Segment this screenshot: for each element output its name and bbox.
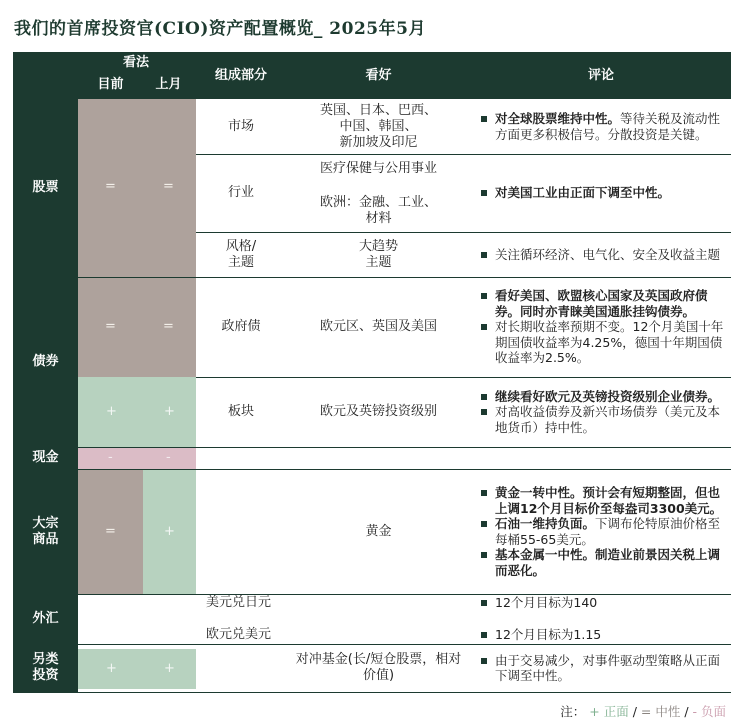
commodity-comment-2-bold: 石油一维持负面。	[495, 516, 596, 531]
credit-comment-2: 对高收益债券及新兴市场债券（美元及本地货币）持中性。	[495, 404, 721, 435]
asset-equity: 股票	[13, 99, 78, 277]
alt-comment	[471, 644, 731, 692]
style-component: 风格/ 主题	[225, 238, 257, 270]
alt-preference: 对冲基金(长/短仓股票，相对价值)	[295, 652, 462, 683]
fx-comment-1	[471, 594, 731, 612]
equity-last-sign: =	[163, 179, 174, 194]
govt-view-block	[78, 277, 196, 377]
style-preference: 大趋势 主题	[358, 238, 398, 270]
allocation-table	[13, 52, 731, 692]
commodity-current-sign: =	[105, 523, 116, 539]
style-comment	[471, 232, 731, 277]
fx-comment-2	[471, 626, 731, 644]
cash-view-block	[78, 447, 196, 469]
fx-pair-2: 欧元兑美元	[206, 627, 272, 642]
commodity-current-block	[78, 469, 143, 594]
header-view: 看法	[78, 54, 194, 72]
legend-sep: /	[680, 704, 693, 719]
page-title: 我们的首席投资官(CIO)资产配置概览_ 2025年5月	[14, 19, 426, 39]
header-preference: 看好	[286, 52, 471, 99]
sector-comment	[471, 154, 731, 232]
legend-negative: - 负面	[692, 704, 726, 719]
commodity-comment	[471, 469, 731, 594]
legend-prefix: 注：	[560, 704, 586, 719]
style-comment-text: 关注循环经济、电气化、安全及收益主题	[495, 246, 721, 262]
alt-current-sign: +	[106, 661, 117, 676]
market-preference: 英国、日本、巴西、 中国、韩国、 新加坡及印尼	[319, 102, 437, 150]
sector-preference-2: 欧洲：金融、工业、 材料	[319, 195, 437, 226]
credit-comment	[471, 377, 731, 447]
credit-last-sign: +	[164, 404, 175, 419]
sector-comment-bold: 对美国工业由正面下调至中性。	[495, 185, 671, 201]
govt-current-sign: =	[105, 319, 116, 334]
govt-last-sign: =	[163, 319, 174, 334]
legend-sep: /	[628, 704, 641, 719]
equity-view-block	[78, 99, 196, 277]
legend-note	[560, 702, 726, 720]
divider	[13, 692, 731, 693]
equity-current-sign: =	[105, 179, 116, 194]
cash-current-sign: -	[108, 450, 113, 465]
sector-component: 行业	[227, 185, 254, 200]
header-last-month: 上月	[143, 76, 194, 94]
govt-comment	[471, 277, 731, 377]
alt-view-block	[78, 649, 196, 689]
header-comment: 评论	[471, 52, 731, 99]
govt-component: 政府债	[221, 319, 261, 334]
fx-pair-1: 美元兑日元	[206, 595, 272, 610]
credit-current-sign: +	[106, 404, 117, 419]
commodity-last-sign: +	[164, 523, 175, 539]
market-component: 市场	[227, 118, 254, 134]
alt-last-sign: +	[164, 661, 175, 676]
commodity-comment-3: 基本金属一中性。制造业前景因关税上调而恶化。	[495, 547, 721, 578]
market-comment	[471, 99, 731, 154]
fx-comment-2-text: 12个月目标为1.15	[495, 627, 602, 643]
fx-comment-1-text: 12个月目标为140	[495, 595, 598, 611]
market-comment-rest: 等待关税及流动性方面更多积极信号。分散投资是关键。	[495, 111, 721, 142]
divider	[78, 447, 731, 448]
commodity-preference: 黄金	[365, 523, 392, 539]
market-comment-bold: 对全球股票维持中性。	[495, 111, 621, 126]
asset-alt: 另类 投资	[13, 644, 78, 692]
govt-preference: 欧元区、英国及美国	[319, 319, 437, 334]
commodity-last-block	[143, 469, 196, 594]
cash-last-sign: -	[166, 450, 171, 465]
commodity-comment-2-rest: 下调布伦特原油价格至每桶55-65美元。	[495, 516, 721, 547]
govt-comment-1: 看好美国、欧盟核心国家及英国政府债券。同时亦青睐美国通胀挂钩债券。	[495, 288, 708, 319]
credit-comment-1: 继续看好欧元及英镑投资级别企业债券。	[495, 388, 721, 404]
asset-fx: 外汇	[13, 594, 78, 644]
sector-preference-1: 医疗保健与公用事业	[319, 161, 437, 176]
asset-commodity: 大宗 商品	[13, 469, 78, 594]
asset-bond: 债券	[13, 277, 78, 447]
credit-view-block	[78, 377, 196, 447]
commodity-comment-1: 黄金一转中性。预计会有短期整固，但也上调12个月目标价至每盎司3300美元。	[495, 485, 723, 516]
header-component: 组成部分	[196, 52, 286, 99]
credit-preference: 欧元及英镑投资级别	[319, 404, 437, 419]
asset-cash: 现金	[13, 447, 78, 469]
header-current: 目前	[78, 76, 143, 94]
alt-comment-text: 由于交易减少，对事件驱动型策略从正面下调至中性。	[495, 652, 721, 683]
legend-positive: + 正面	[589, 704, 629, 719]
credit-component: 板块	[227, 404, 254, 419]
legend-neutral: = 中性	[640, 704, 681, 719]
govt-comment-2: 对长期收益率预期不变。12个月美国十年期国债收益率为4.25%，德国十年期国债收益率为2.5%。	[495, 319, 724, 366]
